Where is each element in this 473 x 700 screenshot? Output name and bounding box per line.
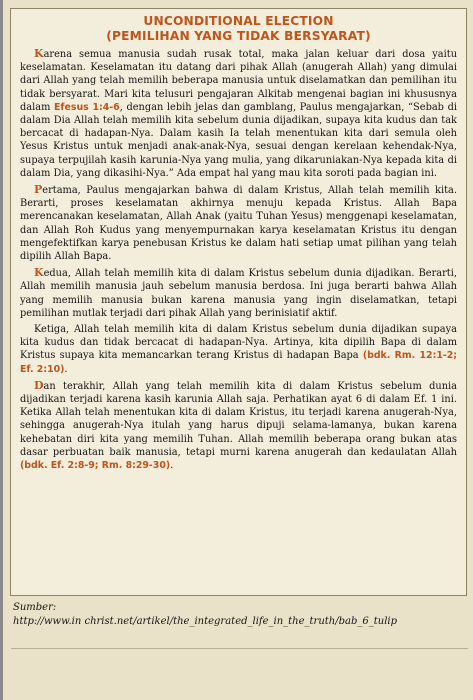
article-body: [20, 47, 457, 472]
source-citation: [13, 601, 468, 629]
title-line-1: UNCONDITIONAL ELECTION: [143, 14, 334, 28]
drop-letter: K: [34, 266, 44, 280]
paragraph-text: .: [170, 460, 174, 472]
divider: [11, 648, 468, 649]
drop-letter: P: [34, 183, 43, 197]
source-label: Sumber:: [13, 602, 57, 613]
paragraph-text: Ketiga, Allah telah memilih kita di dalam Kristus sebelum dunia dijadikan supaya kita kudus dan tidak bercacat di hadapan-Nya. Artinya, kita dipilih Bapa di dalam Kristus supaya kita memancarkan terang Kristus di hadapan Bapa: [20, 324, 457, 362]
title-line-2: (PEMILIHAN YANG TIDAK BERSYARAT): [106, 29, 371, 43]
article-card: [10, 8, 467, 596]
paragraph-third-point: [20, 323, 457, 376]
drop-letter: D: [34, 378, 44, 392]
paragraph-text: an terakhir, Allah yang telah memilih kita di dalam Kristus sebelum dunia dijadikan terjadi karena kasih karunia Allah saja. Perhatikan ayat 6 di dalam Ef. 1 ini. Ketika Allah telah menentukan kita di dalam Kristus, itu terjadi karena anugerah-Nya, sehingga anugerah-Nya itulah yang harus dipuji selama-lamanya, bukan karena kehebatan diri kita yang memilih Tuhan. Allah memilih beberapa orang bukan atas dasar perbuatan baik manusia, tetapi murni karena anugerah dan kedaulatan Allah: [20, 380, 457, 458]
drop-letter: K: [34, 47, 44, 60]
paragraph-second-point: [20, 266, 457, 320]
paragraph-last-point: [20, 379, 457, 472]
paragraph-text: edua, Allah telah memilih kita di dalam Kristus sebelum dunia dijadikan. Berarti, Allah memilih manusia jauh sebelum manusia berdosa. Ini juga berarti bahwa Allah yang memilih manusia bukan karena manusia yang ingin diselamatkan, tetapi pemilihan mutlak terjadi dari pihak Allah yang berinisiatif aktif.: [20, 268, 457, 319]
paragraph-first-point: [20, 183, 457, 263]
article-title: [20, 14, 457, 44]
paragraph-text: .: [64, 363, 68, 375]
bible-reference: (bdk. Ef. 2:8-9; Rm. 8:29-30): [20, 460, 171, 472]
bible-reference: Efesus 1:4-6: [54, 101, 120, 113]
paragraph-text: ertama, Paulus mengajarkan bahwa di dalam Kristus, Allah telah memilih kita. Berarti, proses keselamatan akhirnya menuju kepada Kristus. Allah Bapa merencanakan keselamatan, Allah Anak (yaitu Tuhan Yesus) menggenapi keselamatan, dan Allah Roh Kudus yang menyempurnakan karya keselamatan Kristus itu dengan mengefektifkan karya penebusan Kristus ke dalam hati setiap umat pilihan yang telah dipilih Allah Bapa.: [20, 185, 457, 263]
paragraph-intro: [20, 47, 457, 180]
source-link[interactable]: http://www.in christ.net/artikel/the_integrated_life_in_the_truth/bab_6_tulip: [13, 616, 397, 627]
paragraph-text: arena semua manusia sudah rusak total, maka jalan keluar dari dosa yaitu keselamatan. Keselamatan itu datang dari pihak Allah (anugerah Allah) yang dimulai dari Allah yang telah memilih beberapa manusia untuk diselamatkan dan pemilihan itu tidak bersyarat. Mari kita telusuri pengajaran Alkitab mengenai bagian ini khususnya dalam: [20, 49, 457, 113]
paragraph-text: , dengan lebih jelas dan gamblang, Paulus mengajarkan, “Sebab di dalam Dia Allah telah memilih kita sebelum dunia dijadikan, supaya kita kudus dan tak bercacat di hadapan-Nya. Dalam kasih Ia telah menentukan kita dari semula oleh Yesus Kristus untuk menjadi anak-anak-Nya, sesuai dengan kerelaan kehendak-Nya, supaya terpujilah kasih karunia-Nya yang mulia, yang dikaruniakan-Nya kepada kita di dalam Dia, yang dikasihi-Nya.” Ada empat hal yang mau kita soroti pada bagian ini.: [20, 101, 458, 179]
bible-reference: (bdk. Rm. 12:1-2; Ef. 2:10): [20, 350, 458, 375]
